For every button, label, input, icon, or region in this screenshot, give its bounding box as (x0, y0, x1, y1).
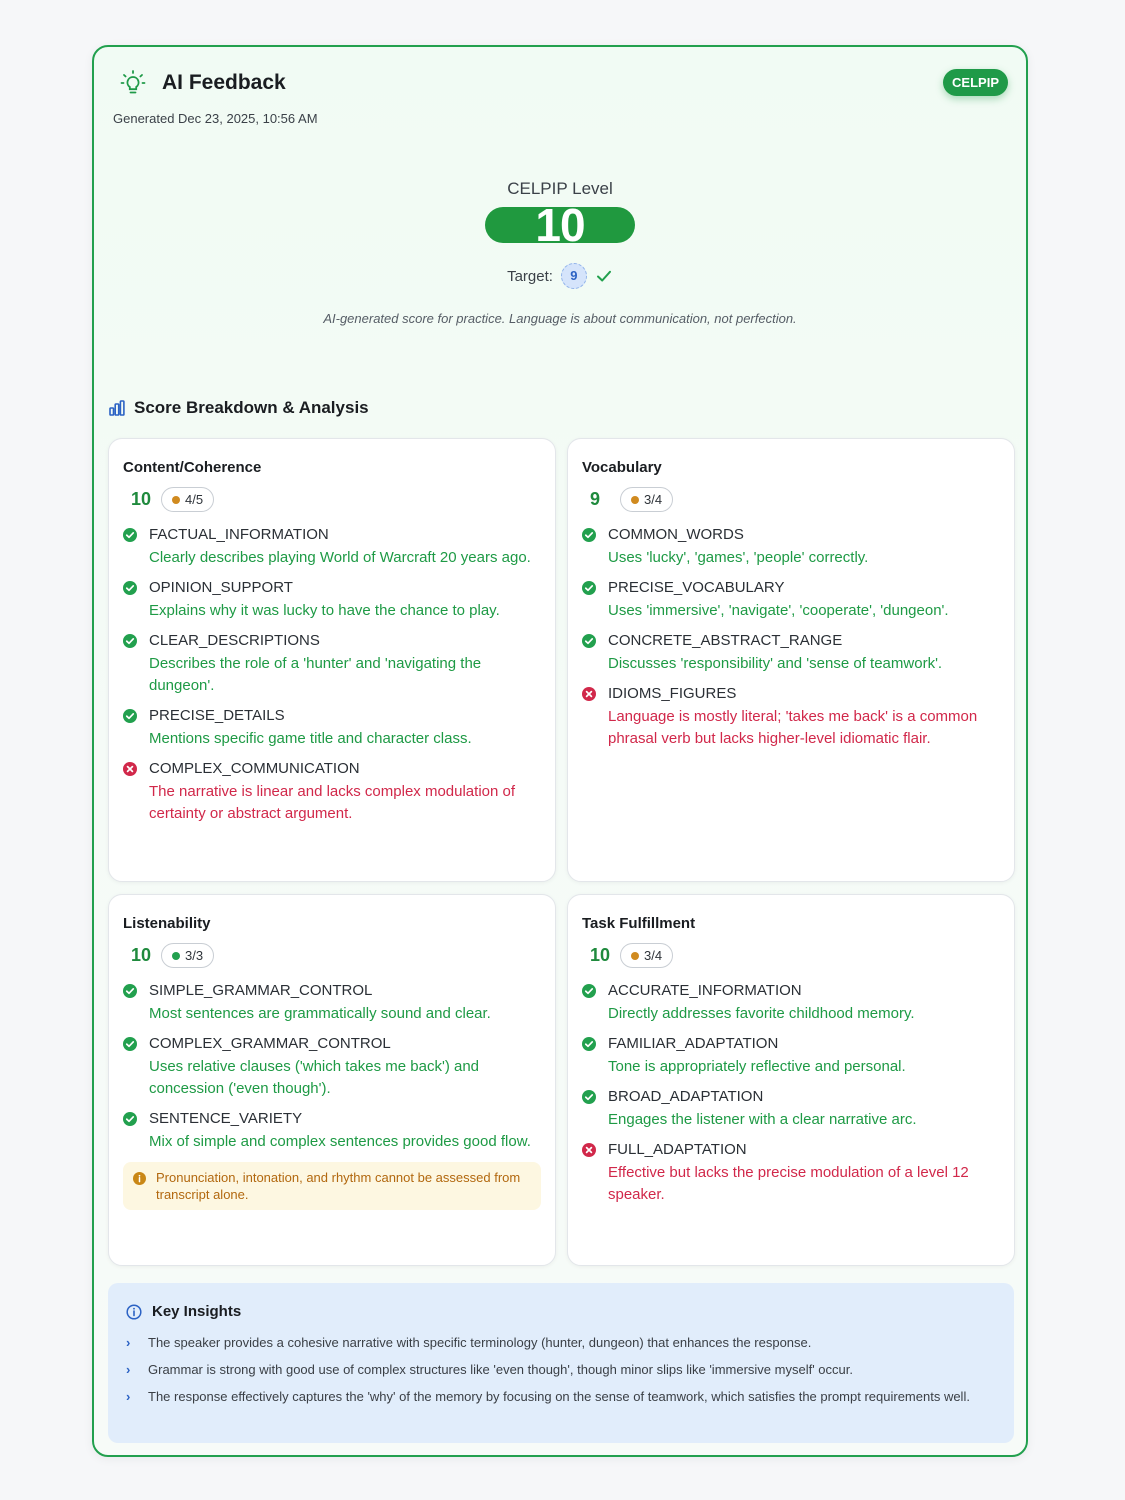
criterion-name: SIMPLE_GRAMMAR_CONTROL (149, 982, 373, 999)
note-text: Pronunciation, intonation, and rhythm cannot be assessed from transcript alone. (156, 1170, 521, 1202)
target-row (94, 263, 1026, 289)
criterion-name: CLEAR_DESCRIPTIONS (149, 632, 320, 649)
panel-title: Listenability (123, 915, 211, 932)
check-circle-icon (123, 1112, 137, 1126)
criterion-desc: Mentions specific game title and character class. (149, 730, 472, 747)
criterion-desc: Language is mostly literal; 'takes me back' is a common phrasal verb but lacks higher-level idiomatic flair. (608, 708, 978, 747)
criterion-name: SENTENCE_VARIETY (149, 1110, 303, 1127)
criterion-desc: Describes the role of a 'hunter' and 'navigating the dungeon'. (149, 655, 482, 694)
criterion-text (149, 706, 472, 750)
criterion-item (123, 1034, 541, 1100)
check-circle-icon (582, 1090, 596, 1104)
criterion-text (149, 525, 531, 569)
criteria-list (582, 525, 1000, 750)
x-circle-icon (582, 1143, 596, 1157)
criterion-text (608, 631, 942, 675)
panel-vocabulary (567, 438, 1015, 882)
criterion-name: COMPLEX_GRAMMAR_CONTROL (149, 1035, 391, 1052)
criteria-list (123, 981, 541, 1153)
info-icon (126, 1304, 142, 1320)
panel-title: Vocabulary (582, 459, 662, 476)
criteria-list (582, 981, 1000, 1206)
criterion-desc: Mix of simple and complex sentences provides good flow. (149, 1133, 531, 1150)
key-insights (108, 1283, 1014, 1443)
criterion-item (123, 631, 541, 697)
insights-heading (126, 1303, 996, 1320)
check-circle-icon (582, 528, 596, 542)
criteria-count: 4/5 (185, 492, 204, 507)
info-circle-icon (133, 1172, 146, 1185)
criterion-name: FULL_ADAPTATION (608, 1141, 747, 1158)
criterion-name: PRECISE_VOCABULARY (608, 579, 785, 596)
status-dot (172, 496, 180, 504)
check-circle-icon (582, 984, 596, 998)
criterion-name: BROAD_ADAPTATION (608, 1088, 764, 1105)
criterion-item (123, 706, 541, 750)
criterion-desc: Most sentences are grammatically sound and clear. (149, 1005, 491, 1022)
panel-score: 10 (590, 945, 611, 965)
criterion-text (608, 578, 949, 622)
criterion-text (149, 1034, 541, 1100)
criteria-count: 3/4 (644, 948, 663, 963)
criterion-text (608, 981, 915, 1025)
check-circle-icon (582, 634, 596, 648)
criterion-name: IDIOMS_FIGURES (608, 685, 737, 702)
x-circle-icon (582, 687, 596, 701)
criterion-name: PRECISE_DETAILS (149, 707, 285, 724)
criterion-item (123, 1109, 541, 1153)
level-summary (94, 179, 1026, 326)
criteria-badge (161, 487, 214, 512)
criterion-name: FAMILIAR_ADAPTATION (608, 1035, 779, 1052)
check-circle-icon (123, 634, 137, 648)
panel-score: 10 (131, 489, 152, 509)
criteria-badge (620, 487, 673, 512)
criterion-item (582, 684, 1000, 750)
check-circle-icon (123, 581, 137, 595)
criteria-count: 3/4 (644, 492, 663, 507)
criterion-desc: Clearly describes playing World of Warcraft 20 years ago. (149, 549, 531, 566)
criterion-item (582, 1140, 1000, 1206)
chevron-right-icon: › (126, 1362, 131, 1377)
check-circle-icon (123, 1037, 137, 1051)
level-label: CELPIP Level (507, 179, 613, 198)
score-row (590, 487, 1000, 512)
insights-title: Key Insights (152, 1303, 242, 1320)
breakdown-heading (108, 398, 369, 418)
criterion-text (608, 684, 1000, 750)
criterion-text (149, 578, 500, 622)
criterion-item (123, 981, 541, 1025)
breakdown-title: Score Breakdown & Analysis (134, 398, 369, 417)
score-row (131, 487, 541, 512)
criterion-text (608, 525, 868, 569)
chevron-right-icon: › (126, 1335, 131, 1350)
check-circle-icon (582, 1037, 596, 1051)
criterion-item (582, 578, 1000, 622)
level-score: 10 (485, 207, 635, 243)
criterion-desc: Uses 'immersive', 'navigate', 'cooperate', 'dungeon'. (608, 602, 949, 619)
criteria-count: 3/3 (185, 948, 204, 963)
criterion-item (582, 525, 1000, 569)
criteria-badge (161, 943, 214, 968)
criterion-desc: Engages the listener with a clear narrative arc. (608, 1111, 917, 1128)
score-row (590, 943, 1000, 968)
criterion-name: CONCRETE_ABSTRACT_RANGE (608, 632, 843, 649)
status-dot (631, 496, 639, 504)
insight-item (126, 1334, 996, 1352)
chevron-right-icon: › (126, 1389, 131, 1404)
target-label: Target: (507, 267, 553, 285)
criterion-name: OPINION_SUPPORT (149, 579, 293, 596)
criterion-desc: Discusses 'responsibility' and 'sense of teamwork'. (608, 655, 943, 672)
check-circle-icon (123, 528, 137, 542)
criterion-name: COMPLEX_COMMUNICATION (149, 760, 360, 777)
criterion-text (149, 1109, 531, 1153)
criterion-name: FACTUAL_INFORMATION (149, 526, 329, 543)
criterion-item (582, 631, 1000, 675)
disclaimer: AI-generated score for practice. Language is about communication, not perfection. (323, 311, 797, 326)
target-value: 9 (561, 263, 587, 289)
lightbulb-icon (120, 69, 146, 97)
check-circle-icon (123, 984, 137, 998)
insight-text: The speaker provides a cohesive narrative with specific terminology (hunter, dungeon) that enhances the response. (148, 1335, 812, 1350)
panel-title: Content/Coherence (123, 459, 262, 476)
panel-task-fulfillment (567, 894, 1015, 1266)
criterion-item (582, 981, 1000, 1025)
status-dot (172, 952, 180, 960)
criterion-desc: The narrative is linear and lacks complex modulation of certainty or abstract argument. (149, 783, 516, 822)
generated-timestamp: Generated Dec 23, 2025, 10:56 AM (113, 111, 318, 126)
check-circle-icon (123, 709, 137, 723)
criterion-text (608, 1140, 1000, 1206)
check-icon (595, 267, 613, 285)
criterion-text (149, 631, 541, 697)
criterion-text (149, 981, 491, 1025)
criterion-desc: Tone is appropriately reflective and personal. (608, 1058, 906, 1075)
insight-item (126, 1388, 996, 1406)
criterion-desc: Uses 'lucky', 'games', 'people' correctly. (608, 549, 869, 566)
panel-content-coherence (108, 438, 556, 882)
bar-chart-icon (108, 399, 126, 417)
feedback-header (112, 67, 1008, 137)
insight-text: The response effectively captures the 'why' of the memory by focusing on the sense of teamwork, which satisfies the prompt requirements well. (148, 1389, 970, 1404)
panel-listenability (108, 894, 556, 1266)
insight-item (126, 1361, 996, 1379)
criterion-item (123, 525, 541, 569)
criterion-desc: Explains why it was lucky to have the chance to play. (149, 602, 500, 619)
insights-list (126, 1334, 996, 1406)
criterion-name: COMMON_WORDS (608, 526, 744, 543)
assessment-note (123, 1162, 541, 1210)
page-title: AI Feedback (162, 71, 286, 94)
criterion-desc: Uses relative clauses ('which takes me back') and concession ('even though'). (149, 1058, 480, 1097)
criterion-name: ACCURATE_INFORMATION (608, 982, 802, 999)
x-circle-icon (123, 762, 137, 776)
criterion-desc: Directly addresses favorite childhood memory. (608, 1005, 915, 1022)
criterion-text (608, 1087, 917, 1131)
panel-score: 10 (131, 945, 152, 965)
criterion-item (123, 578, 541, 622)
criteria-list (123, 525, 541, 825)
panel-score: 9 (590, 489, 601, 509)
criterion-text (608, 1034, 906, 1078)
check-circle-icon (582, 581, 596, 595)
criterion-item (582, 1034, 1000, 1078)
panel-title: Task Fulfillment (582, 915, 696, 932)
criterion-desc: Effective but lacks the precise modulation of a level 12 speaker. (608, 1164, 969, 1203)
criterion-item (582, 1087, 1000, 1131)
insight-text: Grammar is strong with good use of complex structures like 'even though', though minor slips like 'immersive myself' occur. (148, 1362, 853, 1377)
criterion-text (149, 759, 541, 825)
score-row (131, 943, 541, 968)
exam-badge: CELPIP (943, 69, 1008, 96)
criterion-item (123, 759, 541, 825)
criteria-badge (620, 943, 673, 968)
status-dot (631, 952, 639, 960)
feedback-card (92, 45, 1028, 1457)
